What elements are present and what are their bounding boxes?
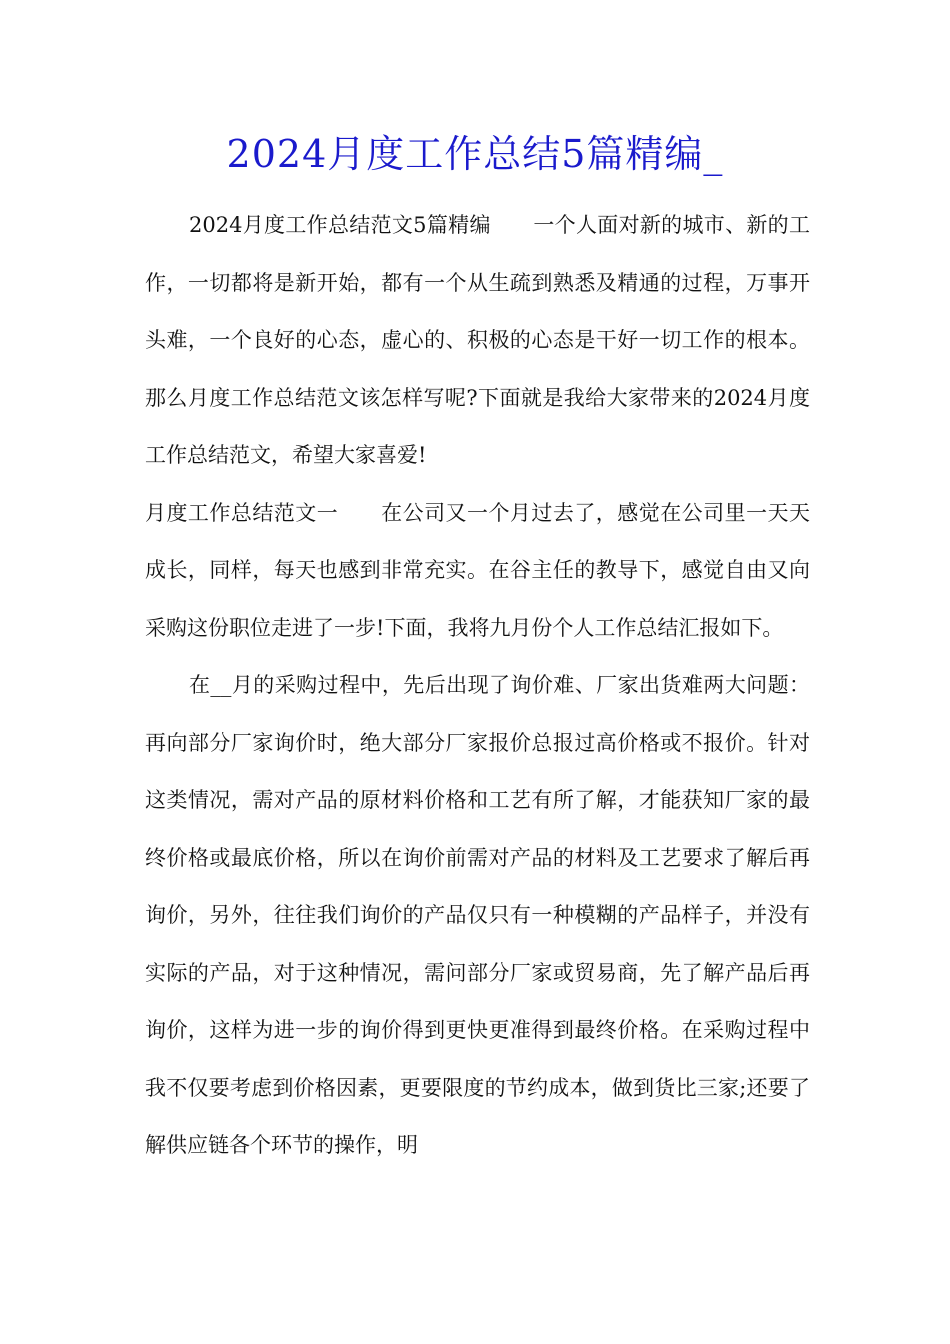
paragraph-procurement: 在__月的采购过程中，先后出现了询价难、厂家出货难两大问题：再向部分厂家询价时，绝大部分厂家报价总报过高价格或不报价。针对这类情况，需对产品的原材料价格和工艺有所了解，才能获知厂家的最终价格或最底价格，所以在询价前需对产品的材料及工艺要求了解后再询价，另外，往往我们询价的产品仅只有一种模糊的产品样子，并没有实际的产品，对于这种情况，需问部分厂家或贸易商，先了解产品后再询价，这样为进一步的询价得到更快更准得到最终价格。在采购过程中我不仅要考虑到价格因素，更要限度的节约成本，做到货比三家;还要了解供应链各个环节的操作，明 — [145, 673, 810, 1157]
paragraph-summary-one: 月度工作总结范文一 在公司又一个月过去了，感觉在公司里一天天成长，同样，每天也感到非常充实。在谷主任的教导下，感觉自由又向采购这份职位走进了一步!下面，我将九月份个人工作总结汇报如下。 — [145, 500, 810, 640]
paragraph-intro: 2024月度工作总结范文5篇精编 一个人面对新的城市、新的工作，一切都将是新开始，都有一个从生疏到熟悉及精通的过程，万事开头难，一个良好的心态，虚心的、积极的心态是干好一切工作的根本。那么月度工作总结范文该怎样写呢?下面就是我给大家带来的2024月度工作总结范文，希望大家喜爱! — [145, 213, 810, 467]
document-title: 2024月度工作总结5篇精编_ — [226, 132, 724, 176]
document-body — [145, 197, 810, 1175]
